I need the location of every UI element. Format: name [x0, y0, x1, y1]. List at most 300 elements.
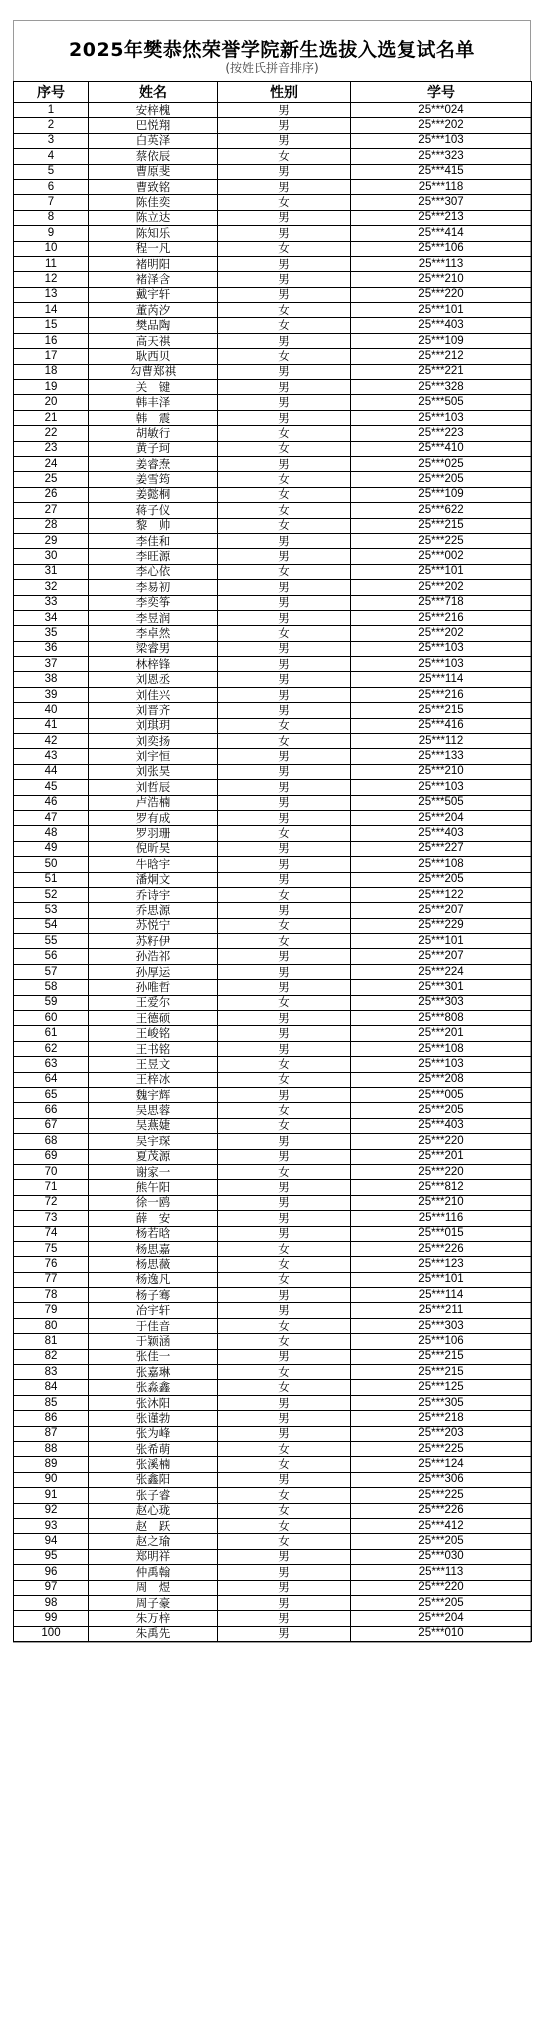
table-row — [14, 657, 532, 672]
cell-index: 38 — [14, 672, 89, 687]
cell-gender: 女 — [218, 1334, 351, 1349]
cell-student-id: 25***103 — [351, 780, 532, 795]
cell-student-id: 25***505 — [351, 395, 532, 410]
cell-index: 18 — [14, 364, 89, 379]
cell-index: 39 — [14, 687, 89, 702]
cell-name: 李佳和 — [89, 533, 218, 548]
cell-student-id: 25***114 — [351, 1288, 532, 1303]
table-row — [14, 1380, 532, 1395]
cell-student-id: 25***303 — [351, 1318, 532, 1333]
cell-student-id: 25***109 — [351, 333, 532, 348]
cell-student-id: 25***210 — [351, 272, 532, 287]
cell-name: 陈立达 — [89, 210, 218, 225]
cell-name: 勾曹郑祺 — [89, 364, 218, 379]
cell-gender: 女 — [218, 1118, 351, 1133]
cell-student-id: 25***002 — [351, 549, 532, 564]
table-row — [14, 564, 532, 579]
cell-name: 罗羽珊 — [89, 826, 218, 841]
cell-index: 28 — [14, 518, 89, 533]
cell-student-id: 25***205 — [351, 872, 532, 887]
cell-gender: 女 — [218, 472, 351, 487]
cell-name: 杨思嘉 — [89, 1241, 218, 1256]
cell-student-id: 25***123 — [351, 1257, 532, 1272]
cell-student-id: 25***306 — [351, 1472, 532, 1487]
table-row — [14, 503, 532, 518]
cell-name: 刘奕扬 — [89, 734, 218, 749]
cell-index: 43 — [14, 749, 89, 764]
cell-gender: 男 — [218, 641, 351, 656]
cell-gender: 女 — [218, 626, 351, 641]
cell-gender: 女 — [218, 1534, 351, 1549]
cell-gender: 男 — [218, 595, 351, 610]
table-row — [14, 703, 532, 718]
cell-name: 关 键 — [89, 380, 218, 395]
table-row — [14, 1149, 532, 1164]
table-row — [14, 164, 532, 179]
cell-name: 乔诗宇 — [89, 887, 218, 902]
cell-index: 27 — [14, 503, 89, 518]
table-row — [14, 195, 532, 210]
cell-gender: 男 — [218, 118, 351, 133]
table-row — [14, 857, 532, 872]
cell-name: 姜雪筠 — [89, 472, 218, 487]
cell-student-id: 25***103 — [351, 410, 532, 425]
cell-name: 张希萌 — [89, 1441, 218, 1456]
cell-gender: 女 — [218, 426, 351, 441]
cell-index: 70 — [14, 1164, 89, 1179]
cell-student-id: 25***030 — [351, 1549, 532, 1564]
cell-student-id: 25***303 — [351, 995, 532, 1010]
cell-gender: 男 — [218, 1426, 351, 1441]
cell-student-id: 25***202 — [351, 626, 532, 641]
cell-gender: 女 — [218, 1380, 351, 1395]
cell-index: 6 — [14, 179, 89, 194]
cell-index: 35 — [14, 626, 89, 641]
table-row — [14, 1426, 532, 1441]
cell-student-id: 25***229 — [351, 918, 532, 933]
cell-index: 7 — [14, 195, 89, 210]
cell-name: 于佳音 — [89, 1318, 218, 1333]
cell-name: 张为峰 — [89, 1426, 218, 1441]
table-row — [14, 1288, 532, 1303]
cell-name: 郑明祥 — [89, 1549, 218, 1564]
cell-name: 胡敏行 — [89, 426, 218, 441]
table-row — [14, 287, 532, 302]
cell-name: 杨逸凡 — [89, 1272, 218, 1287]
table-row — [14, 441, 532, 456]
cell-name: 巴悦翔 — [89, 118, 218, 133]
table-row — [14, 1195, 532, 1210]
cell-gender: 男 — [218, 1195, 351, 1210]
cell-gender: 男 — [218, 380, 351, 395]
cell-name: 曹致铭 — [89, 179, 218, 194]
table-row — [14, 795, 532, 810]
table-row — [14, 395, 532, 410]
cell-index: 79 — [14, 1303, 89, 1318]
cell-name: 刘佳兴 — [89, 687, 218, 702]
roster-sheet — [13, 20, 531, 1643]
cell-gender: 男 — [218, 456, 351, 471]
cell-gender: 男 — [218, 841, 351, 856]
table-row — [14, 303, 532, 318]
cell-name: 高天祺 — [89, 333, 218, 348]
cell-index: 45 — [14, 780, 89, 795]
cell-name: 姜睿焘 — [89, 456, 218, 471]
cell-name: 孙唯哲 — [89, 980, 218, 995]
cell-index: 23 — [14, 441, 89, 456]
table-row — [14, 518, 532, 533]
cell-student-id: 25***118 — [351, 179, 532, 194]
cell-index: 100 — [14, 1626, 89, 1641]
cell-name: 刘恩丞 — [89, 672, 218, 687]
cell-gender: 男 — [218, 810, 351, 825]
cell-gender: 女 — [218, 564, 351, 579]
cell-name: 蒋子仪 — [89, 503, 218, 518]
cell-gender: 女 — [218, 918, 351, 933]
cell-student-id: 25***205 — [351, 1103, 532, 1118]
cell-gender: 男 — [218, 226, 351, 241]
cell-student-id: 25***210 — [351, 1195, 532, 1210]
cell-student-id: 25***215 — [351, 518, 532, 533]
cell-name: 周子豪 — [89, 1595, 218, 1610]
cell-index: 60 — [14, 1011, 89, 1026]
cell-student-id: 25***225 — [351, 533, 532, 548]
cell-index: 75 — [14, 1241, 89, 1256]
cell-name: 李奕筝 — [89, 595, 218, 610]
cell-index: 87 — [14, 1426, 89, 1441]
cell-index: 48 — [14, 826, 89, 841]
table-row — [14, 118, 532, 133]
cell-index: 26 — [14, 487, 89, 502]
cell-index: 15 — [14, 318, 89, 333]
cell-index: 9 — [14, 226, 89, 241]
cell-gender: 男 — [218, 256, 351, 271]
table-row — [14, 272, 532, 287]
table-row — [14, 595, 532, 610]
cell-gender: 男 — [218, 857, 351, 872]
cell-name: 朱万梓 — [89, 1611, 218, 1626]
cell-student-id: 25***213 — [351, 210, 532, 225]
cell-name: 蔡依辰 — [89, 149, 218, 164]
table-row — [14, 610, 532, 625]
cell-student-id: 25***205 — [351, 1595, 532, 1610]
cell-index: 1 — [14, 103, 89, 118]
cell-gender: 女 — [218, 1318, 351, 1333]
cell-name: 王书铭 — [89, 1041, 218, 1056]
table-row — [14, 903, 532, 918]
cell-gender: 男 — [218, 1349, 351, 1364]
cell-name: 潘炯文 — [89, 872, 218, 887]
cell-name: 李卓然 — [89, 626, 218, 641]
cell-name: 韩丰泽 — [89, 395, 218, 410]
table-row — [14, 1211, 532, 1226]
cell-student-id: 25***205 — [351, 1534, 532, 1549]
table-row — [14, 1257, 532, 1272]
table-row — [14, 641, 532, 656]
cell-student-id: 25***106 — [351, 241, 532, 256]
cell-gender: 男 — [218, 410, 351, 425]
cell-name: 周 煜 — [89, 1580, 218, 1595]
cell-gender: 男 — [218, 1011, 351, 1026]
cell-student-id: 25***220 — [351, 1164, 532, 1179]
cell-index: 37 — [14, 657, 89, 672]
cell-name: 张嘉琳 — [89, 1365, 218, 1380]
cell-index: 73 — [14, 1211, 89, 1226]
cell-student-id: 25***215 — [351, 1365, 532, 1380]
cell-student-id: 25***301 — [351, 980, 532, 995]
cell-student-id: 25***125 — [351, 1380, 532, 1395]
cell-index: 93 — [14, 1518, 89, 1533]
cell-name: 赵之瑜 — [89, 1534, 218, 1549]
cell-index: 32 — [14, 580, 89, 595]
cell-index: 11 — [14, 256, 89, 271]
cell-gender: 男 — [218, 103, 351, 118]
cell-gender: 男 — [218, 903, 351, 918]
cell-index: 20 — [14, 395, 89, 410]
cell-name: 王昱文 — [89, 1057, 218, 1072]
cell-gender: 男 — [218, 872, 351, 887]
cell-gender: 男 — [218, 549, 351, 564]
cell-student-id: 25***403 — [351, 826, 532, 841]
cell-student-id: 25***218 — [351, 1411, 532, 1426]
cell-index: 51 — [14, 872, 89, 887]
cell-name: 褚明阳 — [89, 256, 218, 271]
cell-gender: 男 — [218, 1549, 351, 1564]
cell-student-id: 25***116 — [351, 1211, 532, 1226]
cell-gender: 男 — [218, 1026, 351, 1041]
cell-student-id: 25***103 — [351, 1057, 532, 1072]
cell-student-id: 25***112 — [351, 734, 532, 749]
cell-gender: 男 — [218, 179, 351, 194]
table-row — [14, 1549, 532, 1564]
cell-index: 96 — [14, 1565, 89, 1580]
cell-gender: 女 — [218, 349, 351, 364]
cell-index: 42 — [14, 734, 89, 749]
cell-name: 戴宇轩 — [89, 287, 218, 302]
cell-student-id: 25***403 — [351, 1118, 532, 1133]
header-student-id: 学号 — [351, 82, 532, 103]
cell-gender: 男 — [218, 1611, 351, 1626]
cell-gender: 男 — [218, 395, 351, 410]
cell-student-id: 25***224 — [351, 964, 532, 979]
cell-student-id: 25***412 — [351, 1518, 532, 1533]
table-row — [14, 872, 532, 887]
table-row — [14, 472, 532, 487]
cell-name: 程一凡 — [89, 241, 218, 256]
cell-index: 17 — [14, 349, 89, 364]
cell-index: 40 — [14, 703, 89, 718]
table-row — [14, 1365, 532, 1380]
cell-index: 61 — [14, 1026, 89, 1041]
cell-student-id: 25***215 — [351, 703, 532, 718]
cell-name: 罗有成 — [89, 810, 218, 825]
cell-index: 94 — [14, 1534, 89, 1549]
table-row — [14, 980, 532, 995]
cell-gender: 女 — [218, 503, 351, 518]
cell-index: 72 — [14, 1195, 89, 1210]
cell-index: 54 — [14, 918, 89, 933]
cell-gender: 女 — [218, 1257, 351, 1272]
cell-index: 69 — [14, 1149, 89, 1164]
header-name: 姓名 — [89, 82, 218, 103]
cell-gender: 男 — [218, 949, 351, 964]
table-row — [14, 149, 532, 164]
table-row — [14, 687, 532, 702]
cell-index: 63 — [14, 1057, 89, 1072]
table-row — [14, 1041, 532, 1056]
cell-student-id: 25***328 — [351, 380, 532, 395]
cell-student-id: 25***215 — [351, 1349, 532, 1364]
cell-gender: 女 — [218, 1488, 351, 1503]
cell-gender: 男 — [218, 610, 351, 625]
table-row — [14, 1457, 532, 1472]
cell-gender: 女 — [218, 487, 351, 502]
cell-name: 吴思蓉 — [89, 1103, 218, 1118]
cell-gender: 男 — [218, 1288, 351, 1303]
cell-gender: 男 — [218, 1134, 351, 1149]
cell-student-id: 25***718 — [351, 595, 532, 610]
cell-name: 赵心珑 — [89, 1503, 218, 1518]
cell-student-id: 25***505 — [351, 795, 532, 810]
cell-gender: 男 — [218, 1472, 351, 1487]
table-row — [14, 580, 532, 595]
cell-index: 98 — [14, 1595, 89, 1610]
cell-gender: 女 — [218, 441, 351, 456]
cell-gender: 女 — [218, 1365, 351, 1380]
cell-index: 24 — [14, 456, 89, 471]
cell-student-id: 25***225 — [351, 1488, 532, 1503]
table-row — [14, 1518, 532, 1533]
cell-name: 杨子骞 — [89, 1288, 218, 1303]
cell-index: 68 — [14, 1134, 89, 1149]
cell-student-id: 25***410 — [351, 441, 532, 456]
cell-index: 59 — [14, 995, 89, 1010]
cell-name: 陈知乐 — [89, 226, 218, 241]
table-row — [14, 256, 532, 271]
cell-student-id: 25***109 — [351, 487, 532, 502]
cell-gender: 男 — [218, 364, 351, 379]
cell-gender: 男 — [218, 749, 351, 764]
cell-name: 赵 跃 — [89, 1518, 218, 1533]
cell-gender: 女 — [218, 318, 351, 333]
cell-index: 55 — [14, 934, 89, 949]
cell-gender: 女 — [218, 518, 351, 533]
cell-index: 77 — [14, 1272, 89, 1287]
cell-index: 29 — [14, 533, 89, 548]
cell-gender: 女 — [218, 1457, 351, 1472]
header-gender: 性别 — [218, 82, 351, 103]
cell-index: 12 — [14, 272, 89, 287]
table-row — [14, 410, 532, 425]
cell-index: 64 — [14, 1072, 89, 1087]
cell-index: 90 — [14, 1472, 89, 1487]
cell-name: 牛晗宇 — [89, 857, 218, 872]
cell-name: 张子睿 — [89, 1488, 218, 1503]
table-row — [14, 964, 532, 979]
cell-name: 卢浩楠 — [89, 795, 218, 810]
cell-name: 张谨勃 — [89, 1411, 218, 1426]
cell-gender: 男 — [218, 287, 351, 302]
cell-index: 4 — [14, 149, 89, 164]
cell-index: 50 — [14, 857, 89, 872]
cell-index: 25 — [14, 472, 89, 487]
cell-student-id: 25***108 — [351, 857, 532, 872]
cell-name: 陈佳奕 — [89, 195, 218, 210]
cell-index: 81 — [14, 1334, 89, 1349]
cell-name: 熊午阳 — [89, 1180, 218, 1195]
cell-student-id: 25***101 — [351, 1272, 532, 1287]
cell-name: 朱禹先 — [89, 1626, 218, 1641]
table-row — [14, 1272, 532, 1287]
cell-gender: 女 — [218, 303, 351, 318]
cell-index: 74 — [14, 1226, 89, 1241]
table-row — [14, 780, 532, 795]
table-row — [14, 734, 532, 749]
cell-gender: 男 — [218, 133, 351, 148]
table-row — [14, 1318, 532, 1333]
cell-gender: 男 — [218, 333, 351, 348]
cell-student-id: 25***202 — [351, 118, 532, 133]
cell-index: 10 — [14, 241, 89, 256]
cell-name: 杨若晗 — [89, 1226, 218, 1241]
table-row — [14, 1488, 532, 1503]
table-row — [14, 1395, 532, 1410]
cell-student-id: 25***101 — [351, 303, 532, 318]
cell-gender: 男 — [218, 533, 351, 548]
cell-gender: 男 — [218, 672, 351, 687]
table-row — [14, 1241, 532, 1256]
table-row — [14, 1103, 532, 1118]
table-row — [14, 1611, 532, 1626]
cell-student-id: 25***207 — [351, 903, 532, 918]
table-row — [14, 1057, 532, 1072]
cell-gender: 男 — [218, 1595, 351, 1610]
cell-index: 30 — [14, 549, 89, 564]
cell-gender: 女 — [218, 1272, 351, 1287]
cell-gender: 男 — [218, 1226, 351, 1241]
cell-name: 王爱尔 — [89, 995, 218, 1010]
cell-index: 78 — [14, 1288, 89, 1303]
table-row — [14, 318, 532, 333]
table-row — [14, 1226, 532, 1241]
table-row — [14, 1026, 532, 1041]
table-row — [14, 364, 532, 379]
table-row — [14, 918, 532, 933]
cell-index: 53 — [14, 903, 89, 918]
cell-student-id: 25***113 — [351, 256, 532, 271]
cell-gender: 女 — [218, 995, 351, 1010]
cell-gender: 男 — [218, 210, 351, 225]
cell-index: 31 — [14, 564, 89, 579]
table-row — [14, 1565, 532, 1580]
cell-name: 魏宇辉 — [89, 1088, 218, 1103]
table-row — [14, 1118, 532, 1133]
table-row — [14, 1011, 532, 1026]
cell-name: 李昱润 — [89, 610, 218, 625]
cell-index: 84 — [14, 1380, 89, 1395]
cell-gender: 女 — [218, 718, 351, 733]
cell-name: 苏悦宁 — [89, 918, 218, 933]
cell-student-id: 25***108 — [351, 1041, 532, 1056]
cell-student-id: 25***122 — [351, 887, 532, 902]
table-row — [14, 764, 532, 779]
cell-name: 吴燕婕 — [89, 1118, 218, 1133]
cell-gender: 女 — [218, 1072, 351, 1087]
cell-index: 33 — [14, 595, 89, 610]
table-row — [14, 333, 532, 348]
table-row — [14, 841, 532, 856]
cell-name: 安梓槐 — [89, 103, 218, 118]
